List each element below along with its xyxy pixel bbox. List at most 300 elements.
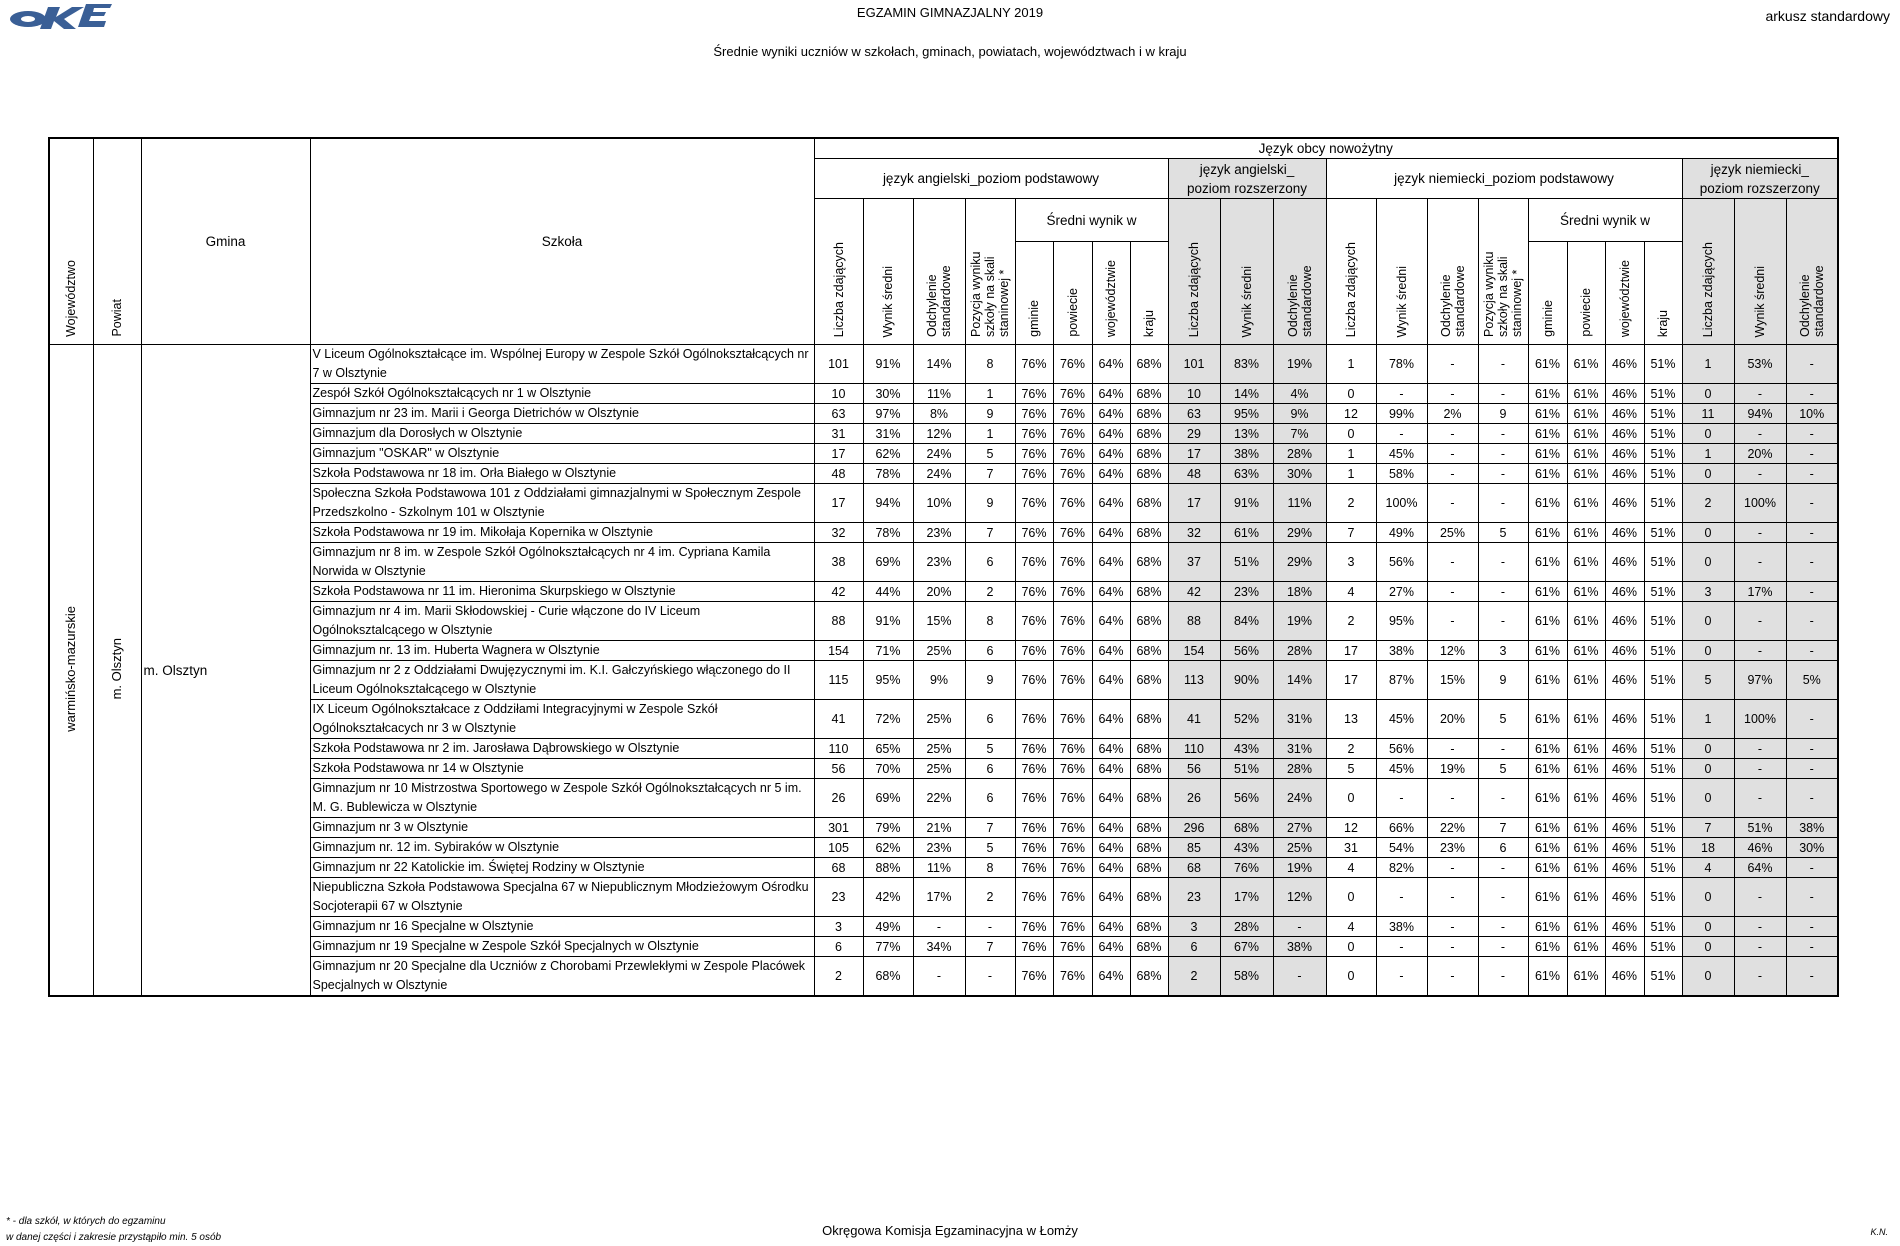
value-cell: 43% <box>1220 838 1273 858</box>
gmina-cell-label: m. Olsztyn <box>143 662 208 678</box>
value-cell: 68% <box>1130 957 1168 997</box>
value-cell: 38% <box>1273 937 1326 957</box>
value-cell: 18 <box>1682 838 1734 858</box>
value-cell: 11% <box>1273 484 1326 523</box>
value-cell: - <box>1427 464 1478 484</box>
value-cell: - <box>1427 917 1478 937</box>
value-cell: 94% <box>1734 404 1786 424</box>
value-cell: - <box>1478 858 1528 878</box>
value-cell: 61% <box>1528 543 1567 582</box>
value-cell: 83% <box>1220 345 1273 384</box>
school-name-cell: Szkoła Podstawowa nr 11 im. Hieronima Skurpskiego w Olsztynie <box>310 582 814 602</box>
value-cell: - <box>1478 878 1528 917</box>
value-cell: - <box>1734 917 1786 937</box>
table-row <box>49 424 1838 444</box>
value-cell: 68% <box>1130 700 1168 739</box>
value-cell: - <box>913 957 965 997</box>
value-cell: 61% <box>1528 858 1567 878</box>
powiat-cell-label: m. Olsztyn <box>109 637 124 700</box>
value-cell: 61% <box>1528 444 1567 464</box>
value-cell: - <box>1786 543 1838 582</box>
table-row <box>49 878 1838 917</box>
value-cell: - <box>1786 641 1838 661</box>
value-cell: 76% <box>1015 878 1053 917</box>
value-cell: 25% <box>913 700 965 739</box>
value-cell: 7 <box>1478 818 1528 838</box>
de-kraju-header-label: kraju <box>1656 309 1670 337</box>
value-cell: 61% <box>1567 464 1605 484</box>
value-cell: 61% <box>1567 759 1605 779</box>
value-cell: 78% <box>1376 345 1427 384</box>
value-cell: 41 <box>814 700 863 739</box>
table-row <box>49 957 1838 997</box>
value-cell: 51% <box>1644 700 1682 739</box>
value-cell: 64% <box>1092 661 1130 700</box>
value-cell: 65% <box>863 739 913 759</box>
value-cell: 68% <box>1220 818 1273 838</box>
value-cell: 61% <box>1567 700 1605 739</box>
value-cell: 61% <box>1567 602 1605 641</box>
de-basic-wynik-header-label: Wynik średni <box>1394 265 1409 337</box>
value-cell: 12 <box>1326 404 1376 424</box>
value-cell: 17% <box>913 878 965 917</box>
value-cell: 31% <box>1273 739 1326 759</box>
en-ext-wynik-header-label: Wynik średni <box>1239 265 1254 337</box>
value-cell: 110 <box>1168 739 1220 759</box>
value-cell: 61% <box>1528 484 1567 523</box>
value-cell: - <box>965 917 1015 937</box>
value-cell: 41 <box>1168 700 1220 739</box>
school-name-cell: Gimnazjum nr. 13 im. Huberta Wagnera w Olsztynie <box>310 641 814 661</box>
value-cell: 64% <box>1092 759 1130 779</box>
value-cell: 46% <box>1605 543 1644 582</box>
value-cell: 51% <box>1644 957 1682 997</box>
table-row <box>49 523 1838 543</box>
value-cell: - <box>1427 345 1478 384</box>
sheet-type-label: arkusz standardowy <box>1765 8 1890 24</box>
value-cell: 61% <box>1567 543 1605 582</box>
value-cell: 76% <box>1053 484 1092 523</box>
value-cell: 76% <box>1053 818 1092 838</box>
value-cell: - <box>1786 878 1838 917</box>
value-cell: 38% <box>1786 818 1838 838</box>
value-cell: - <box>1427 739 1478 759</box>
value-cell: 19% <box>1273 858 1326 878</box>
value-cell: 46% <box>1734 838 1786 858</box>
value-cell: 5 <box>1478 759 1528 779</box>
value-cell: - <box>1376 957 1427 997</box>
value-cell: 76% <box>1015 641 1053 661</box>
value-cell: - <box>1376 779 1427 818</box>
value-cell: - <box>1427 602 1478 641</box>
value-cell: 68% <box>1130 404 1168 424</box>
en-basic-pozycja-header <box>965 199 1015 345</box>
value-cell: 28% <box>1273 641 1326 661</box>
value-cell: 7 <box>1682 818 1734 838</box>
value-cell: 4 <box>1326 917 1376 937</box>
value-cell: 0 <box>1682 602 1734 641</box>
value-cell: - <box>1734 759 1786 779</box>
en-ext-liczba-header-label: Liczba zdających <box>1187 241 1201 337</box>
value-cell: 8 <box>965 602 1015 641</box>
en-gminie-header <box>1015 242 1053 345</box>
header-jezyk-obcy: Język obcy nowożytny <box>814 138 1838 159</box>
value-cell: 6 <box>1478 838 1528 858</box>
value-cell: 0 <box>1326 878 1376 917</box>
value-cell: 3 <box>1478 641 1528 661</box>
value-cell: 76% <box>1015 661 1053 700</box>
value-cell: 85 <box>1168 838 1220 858</box>
value-cell: 0 <box>1682 937 1734 957</box>
value-cell: 68% <box>1130 759 1168 779</box>
de-gminie-header <box>1528 242 1567 345</box>
value-cell: 62% <box>863 444 913 464</box>
value-cell: 100% <box>1734 484 1786 523</box>
value-cell: 62% <box>863 838 913 858</box>
value-cell: 68% <box>1130 602 1168 641</box>
value-cell: 1 <box>1682 444 1734 464</box>
table-row <box>49 484 1838 523</box>
value-cell: 7 <box>965 464 1015 484</box>
value-cell: 61% <box>1528 661 1567 700</box>
value-cell: 51% <box>1644 345 1682 384</box>
value-cell: 29% <box>1273 523 1326 543</box>
de-wojewodztwie-header-label: województwie <box>1617 259 1632 337</box>
value-cell: 6 <box>1168 937 1220 957</box>
value-cell: 76% <box>1053 543 1092 582</box>
header-en-ext: język angielski_ poziom rozszerzony <box>1168 159 1326 199</box>
value-cell: 51% <box>1644 444 1682 464</box>
value-cell: 76% <box>1015 484 1053 523</box>
value-cell: 51% <box>1644 384 1682 404</box>
value-cell: 61% <box>1567 384 1605 404</box>
powiat-cell <box>93 345 141 997</box>
value-cell: 61% <box>1567 917 1605 937</box>
value-cell: 23% <box>1220 582 1273 602</box>
value-cell: 64% <box>1092 444 1130 464</box>
value-cell: 46% <box>1605 345 1644 384</box>
value-cell: 68% <box>1130 345 1168 384</box>
value-cell: 6 <box>965 641 1015 661</box>
value-cell: 46% <box>1605 384 1644 404</box>
value-cell: 64% <box>1092 424 1130 444</box>
value-cell: 64% <box>1092 523 1130 543</box>
value-cell: 46% <box>1605 818 1644 838</box>
value-cell: 64% <box>1092 779 1130 818</box>
value-cell: 61% <box>1567 641 1605 661</box>
value-cell: 61% <box>1567 523 1605 543</box>
value-cell: 61% <box>1567 957 1605 997</box>
en-kraju-header <box>1130 242 1168 345</box>
value-cell: - <box>1478 602 1528 641</box>
value-cell: 76% <box>1015 818 1053 838</box>
header-wojewodztwo-label: Województwo <box>64 260 79 337</box>
header-en-basic: język angielski_poziom podstawowy <box>814 159 1168 199</box>
wojewodztwo-cell-label: warmińsko-mazurskie <box>63 605 79 732</box>
value-cell: - <box>1376 937 1427 957</box>
value-cell: - <box>1786 739 1838 759</box>
value-cell: 76% <box>1053 858 1092 878</box>
value-cell: 9 <box>1478 404 1528 424</box>
value-cell: 110 <box>814 739 863 759</box>
value-cell: 68% <box>1130 424 1168 444</box>
header-powiat-label: Powiat <box>110 299 124 337</box>
value-cell: 94% <box>863 484 913 523</box>
value-cell: 5 <box>1478 700 1528 739</box>
value-cell: 51% <box>1644 917 1682 937</box>
value-cell: 88 <box>1168 602 1220 641</box>
en-sredni-wynik-header: Średni wynik w <box>1015 199 1168 242</box>
value-cell: - <box>1786 444 1838 464</box>
value-cell: - <box>1734 523 1786 543</box>
value-cell: 31 <box>1326 838 1376 858</box>
value-cell: 76% <box>1053 739 1092 759</box>
value-cell: 9 <box>1478 661 1528 700</box>
value-cell: 61% <box>1528 582 1567 602</box>
value-cell: 8 <box>965 345 1015 384</box>
value-cell: 56% <box>1376 739 1427 759</box>
value-cell: 51% <box>1644 937 1682 957</box>
value-cell: 61% <box>1567 661 1605 700</box>
value-cell: 31 <box>814 424 863 444</box>
value-cell: 68% <box>1130 661 1168 700</box>
value-cell: 46% <box>1605 523 1644 543</box>
school-name-cell: Zespół Szkół Ogólnokształcących nr 1 w Olsztynie <box>310 384 814 404</box>
value-cell: 67% <box>1220 937 1273 957</box>
value-cell: 0 <box>1682 739 1734 759</box>
table-row <box>49 582 1838 602</box>
value-cell: 26 <box>1168 779 1220 818</box>
value-cell: 76% <box>1015 739 1053 759</box>
table-row <box>49 838 1838 858</box>
value-cell: - <box>1427 779 1478 818</box>
value-cell: - <box>1786 957 1838 997</box>
en-basic-wynik-header-label: Wynik średni <box>881 265 895 337</box>
value-cell: 9 <box>965 661 1015 700</box>
value-cell: 76% <box>1015 858 1053 878</box>
value-cell: 27% <box>1273 818 1326 838</box>
value-cell: 0 <box>1326 384 1376 404</box>
value-cell: 91% <box>863 345 913 384</box>
value-cell: 19% <box>1273 345 1326 384</box>
value-cell: 61% <box>1567 937 1605 957</box>
value-cell: 79% <box>863 818 913 838</box>
value-cell: 51% <box>1644 779 1682 818</box>
de-basic-wynik-header <box>1376 199 1427 345</box>
value-cell: 17% <box>1220 878 1273 917</box>
value-cell: 13% <box>1220 424 1273 444</box>
value-cell: 64% <box>1092 602 1130 641</box>
en-wojewodztwie-header-label: województwie <box>1104 259 1118 337</box>
en-basic-odch-header-label: Odchylenie standardowe <box>925 265 953 337</box>
value-cell: 11% <box>913 858 965 878</box>
value-cell: 13 <box>1326 700 1376 739</box>
value-cell: - <box>965 957 1015 997</box>
value-cell: 69% <box>863 779 913 818</box>
value-cell: 31% <box>1273 700 1326 739</box>
value-cell: 64% <box>1092 345 1130 384</box>
value-cell: 61% <box>1528 957 1567 997</box>
value-cell: 9% <box>1273 404 1326 424</box>
value-cell: 61% <box>1567 582 1605 602</box>
value-cell: 61% <box>1528 878 1567 917</box>
value-cell: 76% <box>1015 404 1053 424</box>
de-ext-odch-header <box>1786 199 1838 345</box>
value-cell: 22% <box>913 779 965 818</box>
value-cell: 61% <box>1528 641 1567 661</box>
school-name-cell: Gimnazjum dla Dorosłych w Olsztynie <box>310 424 814 444</box>
value-cell: - <box>1786 759 1838 779</box>
value-cell: 0 <box>1326 957 1376 997</box>
school-name-cell: Gimnazjum nr 4 im. Marii Skłodowskiej - Curie włączone do IV Liceum Ogólnoksztalcącego w Olsztynie <box>310 602 814 641</box>
value-cell: - <box>1786 345 1838 384</box>
value-cell: 76% <box>1015 345 1053 384</box>
header-gmina: Gmina <box>141 138 310 345</box>
value-cell: 61% <box>1528 404 1567 424</box>
value-cell: 32 <box>1168 523 1220 543</box>
value-cell: 12 <box>1326 818 1376 838</box>
value-cell: - <box>1734 878 1786 917</box>
en-basic-liczba-header <box>814 199 863 345</box>
value-cell: 46% <box>1605 444 1644 464</box>
value-cell: 46% <box>1605 878 1644 917</box>
value-cell: 46% <box>1605 464 1644 484</box>
value-cell: 99% <box>1376 404 1427 424</box>
value-cell: 88% <box>863 858 913 878</box>
value-cell: 61% <box>1528 700 1567 739</box>
value-cell: 1 <box>965 384 1015 404</box>
table-row <box>49 602 1838 641</box>
value-cell: 61% <box>1528 523 1567 543</box>
value-cell: - <box>1376 384 1427 404</box>
value-cell: 2% <box>1427 404 1478 424</box>
value-cell: 6 <box>965 543 1015 582</box>
value-cell: 46% <box>1605 739 1644 759</box>
value-cell: 61% <box>1528 917 1567 937</box>
value-cell: 51% <box>1644 602 1682 641</box>
value-cell: 51% <box>1644 878 1682 917</box>
value-cell: 76% <box>1015 602 1053 641</box>
de-basic-liczba-header-label: Liczba zdających <box>1344 241 1358 337</box>
de-wojewodztwie-header <box>1605 242 1644 345</box>
value-cell: - <box>1376 424 1427 444</box>
value-cell: 30% <box>1273 464 1326 484</box>
value-cell: 56 <box>1168 759 1220 779</box>
value-cell: - <box>1786 523 1838 543</box>
value-cell: 76% <box>1015 759 1053 779</box>
de-kraju-header <box>1644 242 1682 345</box>
value-cell: 20% <box>913 582 965 602</box>
value-cell: 9% <box>913 661 965 700</box>
en-ext-wynik-header <box>1220 199 1273 345</box>
value-cell: 0 <box>1682 523 1734 543</box>
value-cell: 76% <box>1015 384 1053 404</box>
value-cell: - <box>1786 384 1838 404</box>
value-cell: 64% <box>1092 582 1130 602</box>
value-cell: - <box>1273 917 1326 937</box>
value-cell: 51% <box>1644 424 1682 444</box>
value-cell: 23% <box>1427 838 1478 858</box>
value-cell: 17 <box>1326 661 1376 700</box>
value-cell: 64% <box>1092 543 1130 582</box>
value-cell: - <box>1478 582 1528 602</box>
value-cell: 64% <box>1092 878 1130 917</box>
table-row <box>49 641 1838 661</box>
school-name-cell: Szkoła Podstawowa nr 19 im. Mikołaja Kopernika w Olsztynie <box>310 523 814 543</box>
value-cell: 43% <box>1220 739 1273 759</box>
value-cell: 46% <box>1605 404 1644 424</box>
value-cell: 28% <box>1273 444 1326 464</box>
value-cell: 61% <box>1528 759 1567 779</box>
value-cell: 25% <box>913 739 965 759</box>
value-cell: 42 <box>814 582 863 602</box>
table-row <box>49 818 1838 838</box>
school-name-cell: V Liceum Ogólnokształcące im. Wspólnej Europy w Zespole Szkół Ogólnokształcących nr 7 w Olsztynie <box>310 345 814 384</box>
de-gminie-header-label: gminie <box>1540 300 1555 337</box>
value-cell: 51% <box>1644 739 1682 759</box>
value-cell: 5 <box>965 838 1015 858</box>
value-cell: 24% <box>1273 779 1326 818</box>
value-cell: - <box>1478 779 1528 818</box>
value-cell: 82% <box>1376 858 1427 878</box>
value-cell: 46% <box>1605 858 1644 878</box>
value-cell: 51% <box>1644 543 1682 582</box>
value-cell: 76% <box>1053 937 1092 957</box>
value-cell: 25% <box>913 641 965 661</box>
value-cell: 46% <box>1605 602 1644 641</box>
de-basic-pozycja-header <box>1478 199 1528 345</box>
value-cell: 2 <box>1682 484 1734 523</box>
value-cell: 11% <box>913 384 965 404</box>
value-cell: 25% <box>1427 523 1478 543</box>
value-cell: 38% <box>1376 641 1427 661</box>
value-cell: - <box>1427 858 1478 878</box>
value-cell: 76% <box>1015 543 1053 582</box>
value-cell: 14% <box>1220 384 1273 404</box>
value-cell: 19% <box>1273 602 1326 641</box>
value-cell: 97% <box>863 404 913 424</box>
value-cell: 64% <box>1092 700 1130 739</box>
value-cell: 68% <box>1130 937 1168 957</box>
school-name-cell: Szkoła Podstawowa nr 14 w Olsztynie <box>310 759 814 779</box>
value-cell: 6 <box>965 700 1015 739</box>
value-cell: 64% <box>1734 858 1786 878</box>
table-row <box>49 937 1838 957</box>
value-cell: 61% <box>1567 818 1605 838</box>
school-name-cell: Gimnazjum nr 22 Katolickie im. Świętej Rodziny w Olsztynie <box>310 858 814 878</box>
value-cell: 61% <box>1528 464 1567 484</box>
value-cell: - <box>1734 464 1786 484</box>
value-cell: - <box>1478 957 1528 997</box>
header-powiat <box>93 138 141 345</box>
value-cell: 6 <box>814 937 863 957</box>
school-name-cell: Gimnazjum nr 10 Mistrzostwa Sportowego w Zespole Szkół Ogólnokształcących nr 5 im. M. G. Bublewicza w Olsztynie <box>310 779 814 818</box>
value-cell: 64% <box>1092 484 1130 523</box>
value-cell: 63% <box>1220 464 1273 484</box>
value-cell: 76% <box>1053 444 1092 464</box>
value-cell: 4 <box>1682 858 1734 878</box>
table-row <box>49 759 1838 779</box>
value-cell: 25% <box>1273 838 1326 858</box>
de-basic-pozycja-header-label: Pozycja wyniku szkoły na skali staninowej * <box>1482 251 1524 337</box>
value-cell: 76% <box>1053 838 1092 858</box>
value-cell: 30% <box>1786 838 1838 858</box>
value-cell: 46% <box>1605 700 1644 739</box>
value-cell: 68% <box>863 957 913 997</box>
value-cell: 5 <box>1326 759 1376 779</box>
value-cell: 2 <box>965 878 1015 917</box>
header-szkola: Szkoła <box>310 138 814 345</box>
